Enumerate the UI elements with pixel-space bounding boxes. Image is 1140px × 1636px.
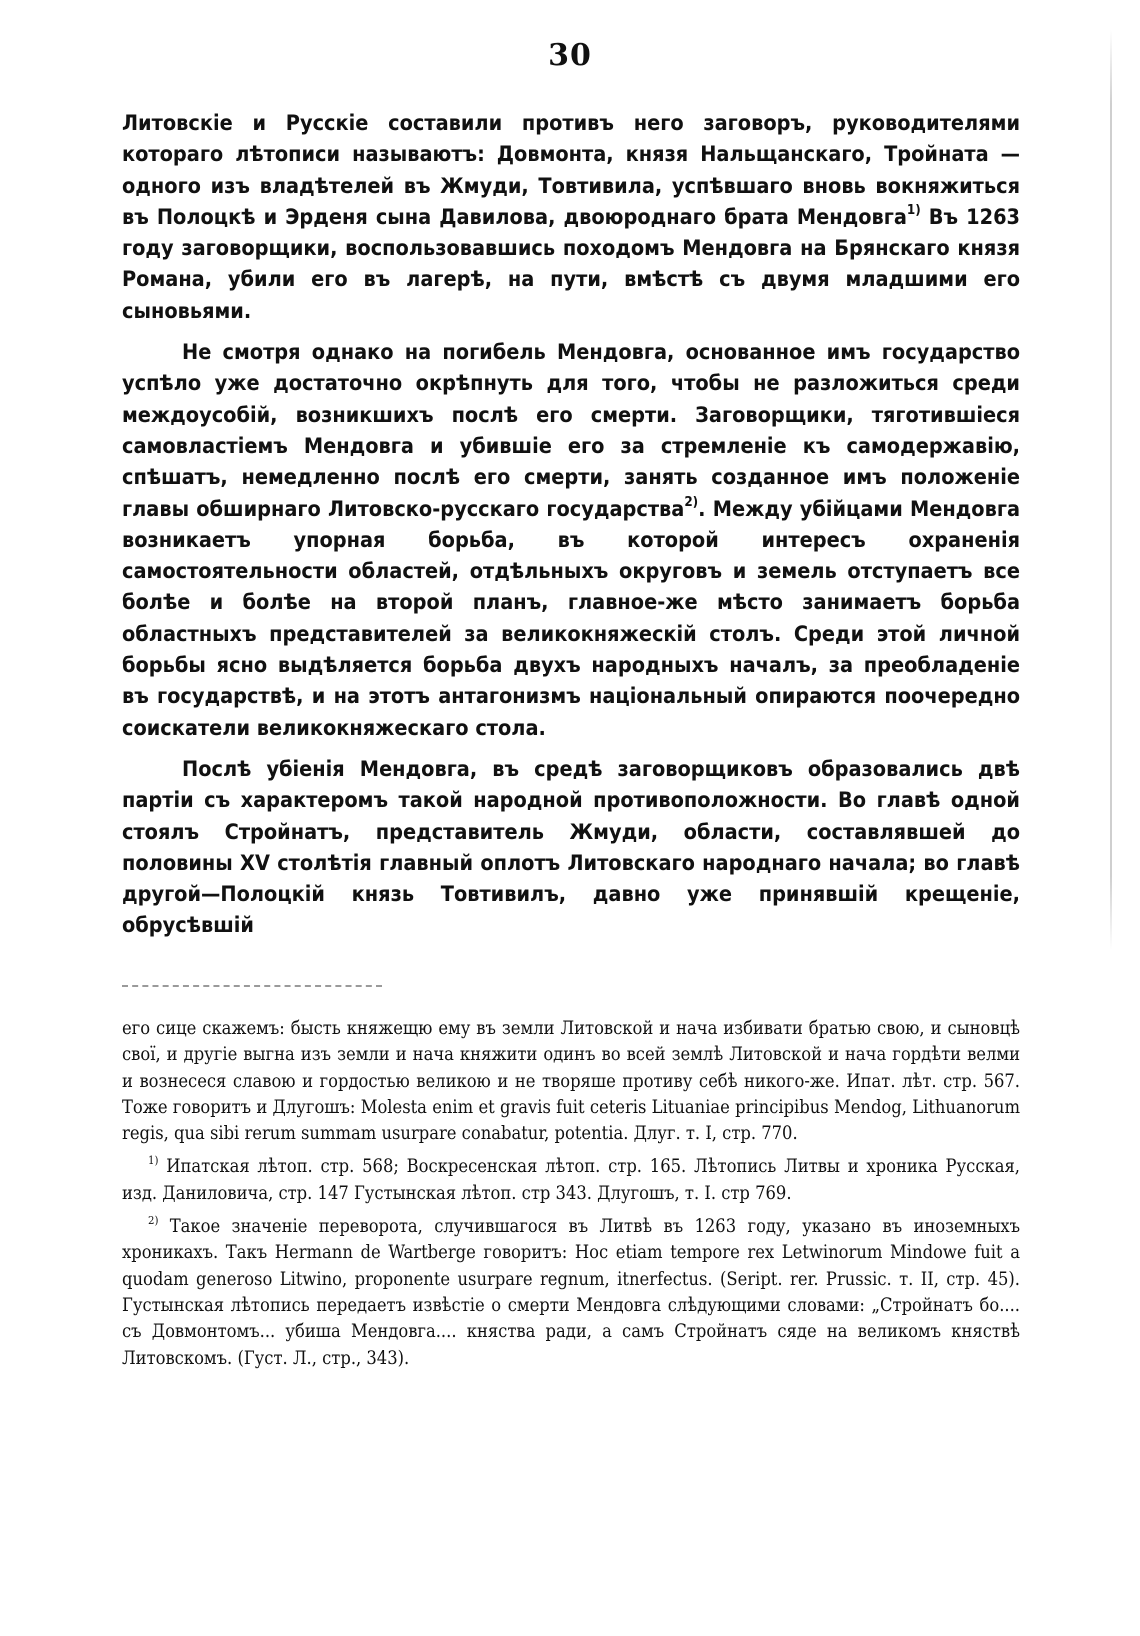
- paragraph-2-text: Не смотря однако на погибель Мендовга, основанное имъ государство успѣло уже достаточно окрѣпнуть для того, чтобы не разложиться среди междоусобій, возникшихъ послѣ его смерти. Заговорщики, тяготившіеся самовластіемъ Мендовга и убившіе его за стремленіе къ самодержавію, спѣшатъ, немедленно послѣ его смерти, занять созданное имъ положеніе главы обширнаго Литовско-русскаго государства: [122, 340, 1020, 522]
- paragraph-1: [122, 108, 1020, 327]
- paragraph-3: [122, 754, 1020, 942]
- page-edge-shadow: [1110, 30, 1112, 950]
- footnote-1-text: Ипатская лѣтоп. стр. 568; Воскресенская лѣтоп. стр. 165. Лѣтопись Литвы и хроника Русская, изд. Даниловича, стр. 147 Густынская лѣтоп. стр 343. Длугошъ, т. I. стр 769.: [122, 1156, 1020, 1204]
- main-text: [122, 108, 1020, 952]
- footnote-1-mark: 1): [148, 1154, 159, 1168]
- footnote-separator: [122, 985, 382, 987]
- paragraph-2-tail: . Между убійцами Мендовга возникаетъ упорная борьба, въ которой интересъ охраненія самостоятельности областей, отдѣльныхъ округовъ и земель отступаетъ все болѣе и болѣе на второй планъ, главное-же мѣсто занимаетъ борьба областныхъ представителей за великокняжескій столъ. Среди этой личной борьбы ясно выдѣляется борьба двухъ народныхъ началъ, за преобладеніе въ государствѣ, и на этотъ антагонизмъ національный опираются поочередно соискатели великокняжескаго стола.: [122, 496, 1020, 741]
- footnote-ref-2: 2): [684, 495, 699, 511]
- paragraph-2: [122, 337, 1020, 744]
- footnotes: [122, 1016, 1020, 1379]
- footnote-1: [122, 1154, 1020, 1207]
- paragraph-3-text: Послѣ убіенія Мендовга, въ средѣ заговорщиковъ образовались двѣ партіи съ характеромъ такой народной противоположности. Во главѣ одной стоялъ Стройнатъ, представитель Жмуди, области, составлявшей до половины XV столѣтія главный оплотъ Литовскаго народнаго начала; во главѣ другой—Полоцкій князь Товтивилъ, давно уже принявшій крещеніе, обрусѣвшій: [122, 756, 1020, 939]
- footnote-continuation: его сице скажемъ: бысть княжещю ему въ земли Литовской и нача избивати братью свою, и сыновцѣ свої, и другіе выгна изъ земли и нача княжити одинъ во всей землѣ Литовской и нача гордѣти велми и вознесеся славою и гордостью великою и не творяше противу себѣ никого-же. Ипат. лѣт. стр. 567. Тоже говоритъ и Длугошъ: Molesta enim et gravis fuit ceteris Lituaniae principibus Mendog, Lithuanorum regis, qua sibi rerum summam usurpare conabatur, potentia. Длуг. т. I, стр. 770.: [122, 1018, 1020, 1145]
- footnote-2-mark: 2): [148, 1213, 159, 1227]
- paragraph-1-text: Литовскіе и Русскіе составили противъ него заговоръ, руководителями котораго лѣтописи называютъ: Довмонта, князя Нальщанскаго, Тройната —одного изъ владѣтелей въ Жмуди, Товтивила, успѣвшаго вновь вокняжиться въ Полоцкѣ и Эрденя сына Давилова, двоюроднаго брата Мендовга: [122, 111, 1020, 230]
- page-number: 30: [548, 38, 592, 73]
- paragraph-1-tail: Въ 1263 году заговорщики, воспользовавшись походомъ Мендовга на Брянскаго князя Романа, убили его въ лагерѣ, на пути, вмѣстѣ съ двумя младшими его сыновьями.: [122, 204, 1020, 324]
- footnote-2-text: Такое значеніе переворота, случившагося въ Литвѣ въ 1263 году, указано въ иноземныхъ хроникахъ. Такъ Hermann de Wartberge говоритъ: Hoc etiam tempore rex Letwinorum Mindowe fuit a quodam generoso Litwino, proponente usurpare regnum, itnerfectus. (Seript. rer. Prussic. т. II, стр. 45). Густынская лѣтопись передаетъ извѣстіе о смерти Мендовга слѣдующими словами: „Стройнатъ бо.... съ Довмонтомъ... убиша Мендовга.... княства ради, а самъ Стройнатъ сяде на великомъ княствѣ Литовскомъ. (Густ. Л., стр., 343).: [122, 1216, 1020, 1369]
- footnote-2: [122, 1214, 1020, 1372]
- footnote-ref-1: 1): [906, 203, 921, 219]
